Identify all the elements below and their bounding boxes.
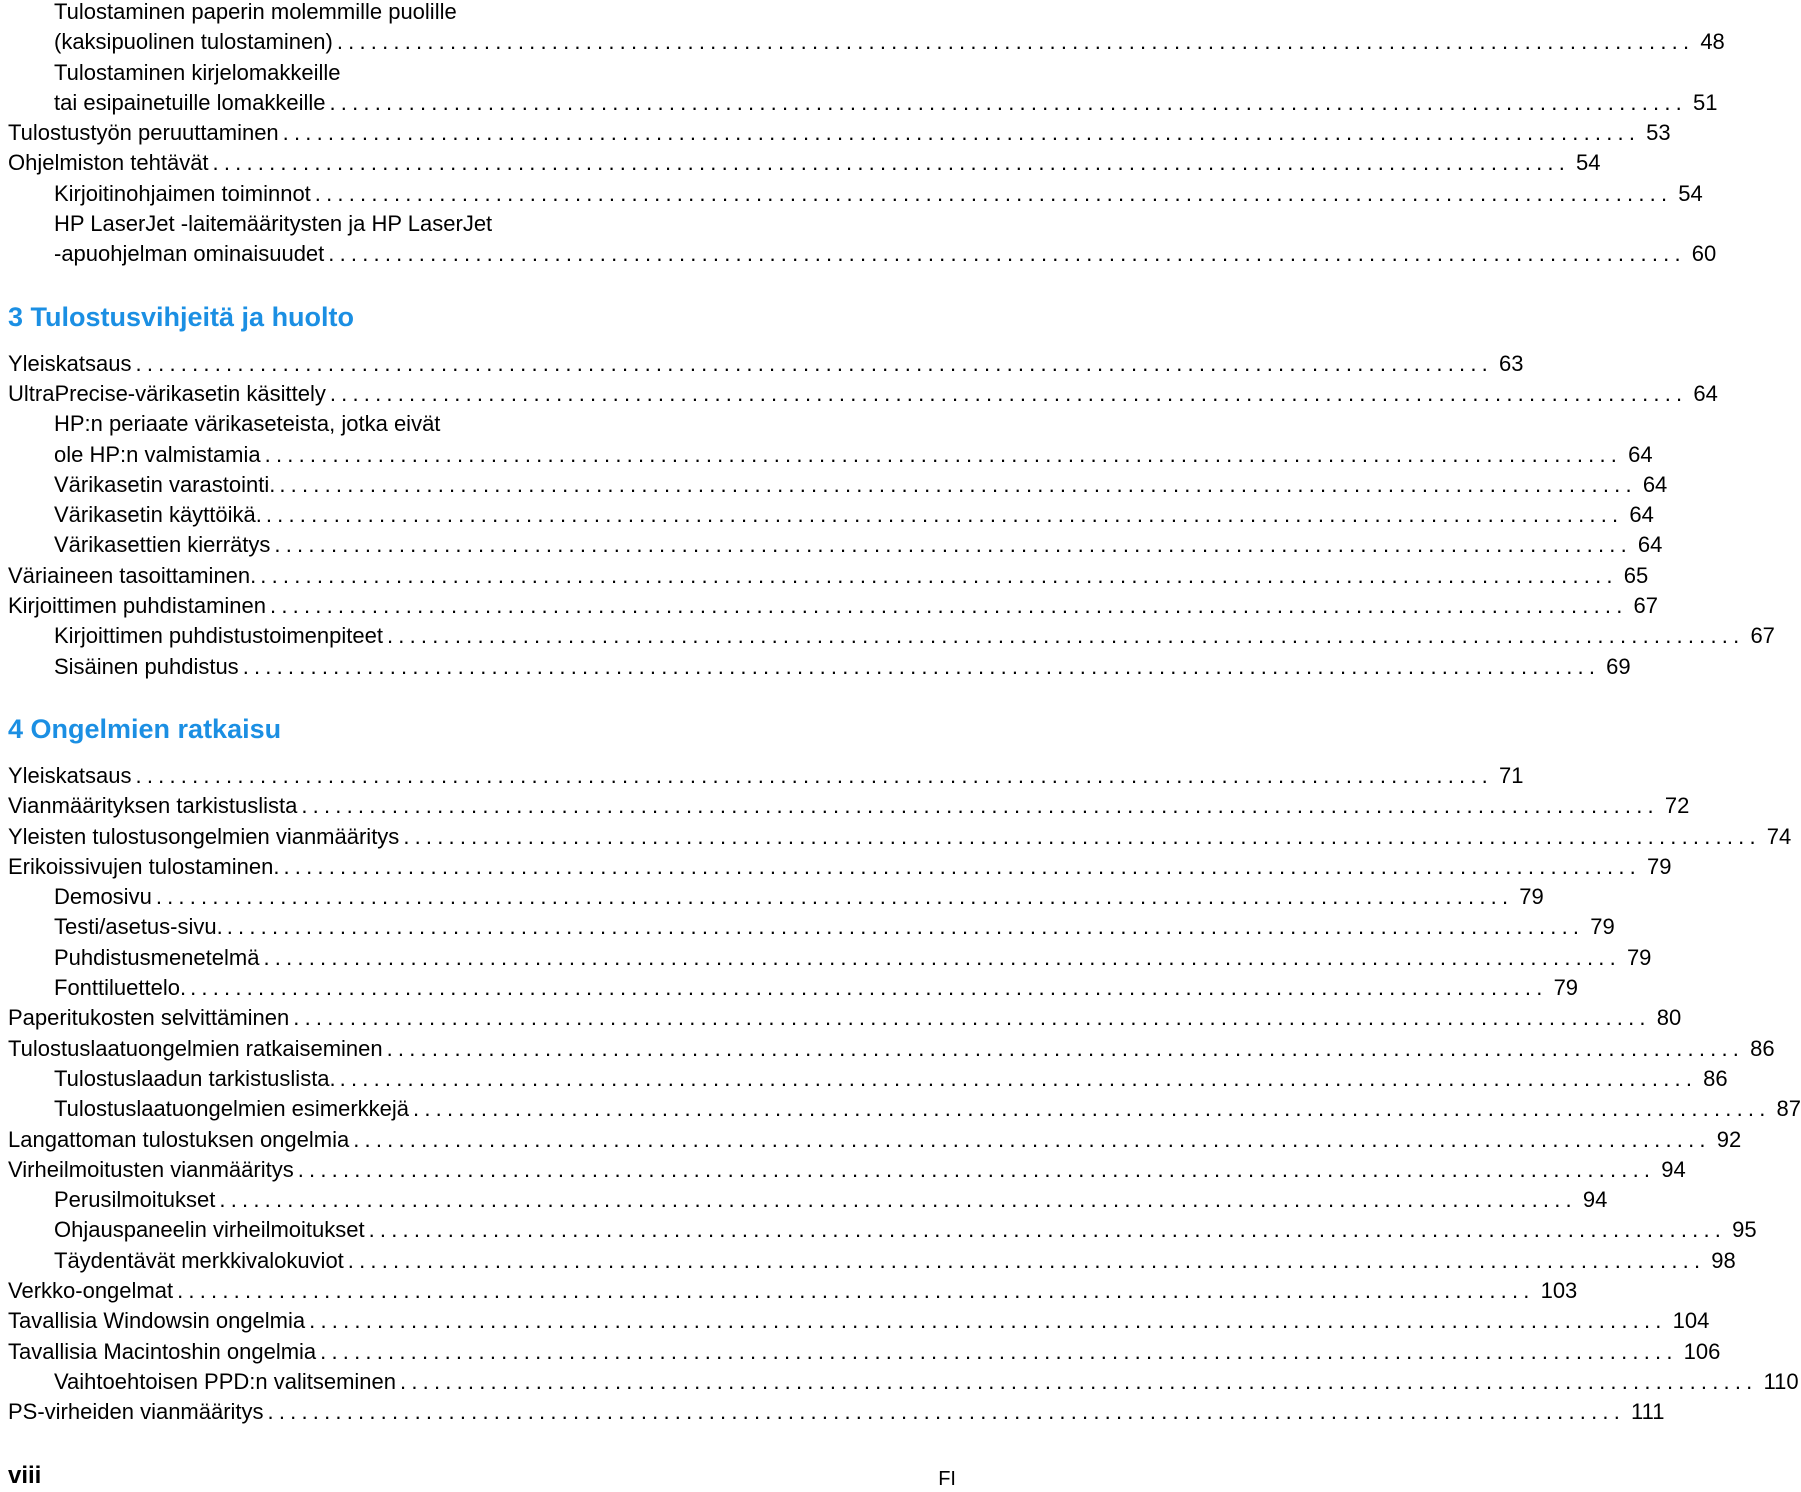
toc-entry-title: Yleiskatsaus bbox=[8, 762, 132, 788]
toc-page-number: 54 bbox=[1576, 150, 1601, 176]
toc-entry[interactable] bbox=[8, 882, 1544, 912]
toc-page-number: 79 bbox=[1646, 853, 1672, 879]
toc-entry-title: Tulostaminen kirjelomakkeille bbox=[54, 59, 341, 85]
toc-page-number: 64 bbox=[1693, 380, 1718, 406]
language-code: FI bbox=[938, 1468, 956, 1490]
dot-leader: ........................................................................................................................ bbox=[190, 975, 1548, 1001]
toc-entry-title: Tavallisia Macintoshin ongelmia bbox=[8, 1338, 317, 1364]
toc-entry[interactable] bbox=[8, 912, 1615, 942]
toc-page-number: 64 bbox=[1628, 441, 1653, 467]
chapter-heading[interactable]: 3 Tulostusvihjeitä ja huolto bbox=[8, 301, 355, 332]
toc-entry[interactable] bbox=[8, 791, 1690, 821]
toc-page-number: 71 bbox=[1499, 762, 1524, 788]
toc-page-number: 65 bbox=[1623, 562, 1649, 588]
toc-entry-title: Fonttiluettelo. bbox=[54, 975, 187, 1001]
dot-leader: ........................................................................................................................ bbox=[293, 1005, 1651, 1031]
toc-page-number: 95 bbox=[1732, 1217, 1757, 1243]
toc-entry[interactable] bbox=[8, 1003, 1682, 1033]
chapter-heading[interactable]: 4 Ongelmien ratkaisu bbox=[8, 713, 282, 744]
toc-entry-title: HP LaserJet -laitemääritysten ja HP LaserJet bbox=[54, 211, 493, 237]
dot-leader: ........................................................................................................................ bbox=[329, 89, 1687, 115]
dot-leader: ........................................................................................................................ bbox=[328, 241, 1686, 267]
toc-entry-title: Verkko-ongelmat bbox=[8, 1277, 174, 1303]
toc-entry[interactable] bbox=[8, 761, 1524, 791]
toc-entry-title: (kaksipuolinen tulostaminen) bbox=[54, 29, 333, 55]
toc-entry[interactable] bbox=[8, 118, 1671, 148]
dot-leader: ........................................................................................................................ bbox=[212, 150, 1571, 176]
dot-leader: ........................................................................................................................ bbox=[386, 1035, 1745, 1061]
dot-leader: ........................................................................................................................ bbox=[386, 623, 1745, 649]
toc-entry-title: Erikoissivujen tulostaminen. bbox=[8, 853, 280, 879]
dot-leader: ........................................................................................................................ bbox=[265, 502, 1624, 528]
toc-page-number: 53 bbox=[1646, 120, 1671, 146]
toc-page-number: 92 bbox=[1716, 1126, 1742, 1152]
toc-page-number: 67 bbox=[1750, 623, 1775, 649]
dot-leader: ........................................................................................................................ bbox=[283, 853, 1641, 879]
toc-entry-title: Täydentävät merkkivalokuviot bbox=[54, 1247, 344, 1273]
toc-page-number: 94 bbox=[1582, 1187, 1608, 1213]
toc-entry-title: Värikasettien kierrätys bbox=[54, 532, 271, 558]
toc-entry[interactable] bbox=[8, 561, 1649, 591]
toc-page-number: 74 bbox=[1766, 823, 1792, 849]
toc-page-number: 94 bbox=[1661, 1156, 1686, 1182]
toc-page-number: 79 bbox=[1519, 884, 1544, 910]
dot-leader: ........................................................................................................................ bbox=[270, 593, 1628, 619]
toc-entry[interactable] bbox=[8, 1276, 1578, 1306]
toc-entry[interactable] bbox=[8, 1185, 1608, 1215]
dot-leader: ........................................................................................................................ bbox=[314, 180, 1673, 206]
toc-entry[interactable] bbox=[8, 822, 1792, 852]
toc-entry[interactable] bbox=[8, 1367, 1799, 1397]
toc-entry-title: tai esipainetuille lomakkeille bbox=[54, 89, 326, 115]
dot-leader: ........................................................................................................................ bbox=[279, 471, 1637, 497]
toc-entry-title: Tavallisia Windowsin ongelmia bbox=[8, 1308, 306, 1334]
page-number: viii bbox=[8, 1462, 42, 1489]
toc-entry-title: ole HP:n valmistamia bbox=[54, 441, 261, 467]
toc-entry[interactable] bbox=[8, 349, 1524, 379]
dot-leader: ........................................................................................................................ bbox=[413, 1096, 1771, 1122]
toc-entry-title: Langattoman tulostuksen ongelmia bbox=[8, 1126, 350, 1152]
toc-entry[interactable] bbox=[8, 1155, 1686, 1185]
dot-leader: ........................................................................................................................ bbox=[368, 1217, 1727, 1243]
toc-entry[interactable] bbox=[8, 943, 1652, 973]
toc-entry-title: Vaihtoehtoisen PPD:n valitseminen bbox=[54, 1368, 397, 1394]
dot-leader: ........................................................................................................................ bbox=[177, 1277, 1535, 1303]
toc-entry-title: Tulostuslaadun tarkistuslista. bbox=[54, 1065, 336, 1091]
toc-entry[interactable] bbox=[8, 58, 782, 88]
toc-entry-title: Kirjoittimen puhdistustoimenpiteet bbox=[54, 623, 383, 649]
toc-entry-title: Perusilmoitukset bbox=[54, 1187, 216, 1213]
toc-entry[interactable] bbox=[8, 379, 1718, 409]
toc-page-number: 103 bbox=[1540, 1277, 1578, 1303]
toc-entry[interactable] bbox=[8, 1337, 1721, 1367]
toc-entry-title: Puhdistusmenetelmä bbox=[54, 944, 260, 970]
toc-entry[interactable] bbox=[8, 591, 1658, 621]
toc-entry[interactable] bbox=[8, 470, 1668, 500]
toc-entry[interactable] bbox=[8, 1125, 1742, 1155]
toc-entry[interactable] bbox=[8, 88, 1718, 118]
toc-entry[interactable] bbox=[8, 409, 782, 439]
toc-page-number: 72 bbox=[1664, 793, 1690, 819]
dot-leader: ........................................................................................................................ bbox=[339, 1065, 1698, 1091]
toc-entry[interactable] bbox=[8, 1064, 1728, 1094]
toc-entry[interactable] bbox=[8, 1034, 1775, 1064]
toc-page-number: 67 bbox=[1633, 593, 1658, 619]
toc-page-number: 80 bbox=[1656, 1005, 1682, 1031]
toc-page-number: 86 bbox=[1750, 1035, 1775, 1061]
toc-entry[interactable] bbox=[8, 652, 1631, 682]
dot-leader: ........................................................................................................................ bbox=[336, 29, 1695, 55]
spacer bbox=[8, 744, 782, 761]
toc-entry-title: Kirjoitinohjaimen toiminnot bbox=[54, 180, 311, 206]
table-of-contents bbox=[8, 0, 1801, 1427]
dot-leader: ........................................................................................................................ bbox=[274, 532, 1632, 558]
dot-leader: ........................................................................................................................ bbox=[301, 793, 1659, 819]
toc-entry-title: Väriaineen tasoittaminen. bbox=[8, 562, 257, 588]
dot-leader: ........................................................................................................................ bbox=[282, 120, 1641, 146]
toc-entry-title: Värikasetin käyttöikä. bbox=[54, 502, 262, 528]
toc-page-number: 69 bbox=[1606, 653, 1631, 679]
toc-entry[interactable] bbox=[8, 209, 782, 239]
toc-entry-title: Testi/asetus-sivu. bbox=[54, 914, 223, 940]
toc-entry[interactable] bbox=[8, 1306, 1710, 1336]
dot-leader: ........................................................................................................................ bbox=[309, 1308, 1667, 1334]
toc-entry-title: UltraPrecise-värikasetin käsittely bbox=[8, 380, 326, 406]
dot-leader: ........................................................................................................................ bbox=[400, 1368, 1758, 1394]
toc-page-number: 64 bbox=[1637, 532, 1663, 558]
toc-entry-title: -apuohjelman ominaisuudet bbox=[54, 241, 325, 267]
dot-leader: ........................................................................................................................ bbox=[264, 441, 1623, 467]
dot-leader: ........................................................................................................................ bbox=[263, 944, 1621, 970]
toc-page-number: 111 bbox=[1631, 1399, 1665, 1425]
toc-entry[interactable] bbox=[8, 0, 782, 27]
toc-entry[interactable] bbox=[8, 1397, 1665, 1427]
toc-page-number: 63 bbox=[1499, 350, 1524, 376]
toc-entry-title: Tulostuslaatuongelmien ratkaiseminen bbox=[8, 1035, 383, 1061]
dot-leader: ........................................................................................................................ bbox=[347, 1247, 1706, 1273]
dot-leader: ........................................................................................................................ bbox=[219, 1187, 1577, 1213]
toc-entry-title: Tulostaminen paperin molemmille puolille bbox=[54, 0, 457, 24]
toc-page-number: 79 bbox=[1626, 944, 1652, 970]
toc-entry[interactable] bbox=[8, 440, 1653, 470]
toc-entry[interactable] bbox=[8, 1215, 1757, 1245]
dot-leader: ........................................................................................................................ bbox=[226, 914, 1585, 940]
toc-entry-title: HP:n periaate värikaseteista, jotka eivät bbox=[54, 411, 441, 437]
toc-page-number: 98 bbox=[1711, 1247, 1736, 1273]
toc-page-number: 104 bbox=[1672, 1308, 1710, 1334]
toc-page-number: 110 bbox=[1763, 1368, 1799, 1394]
toc-entry[interactable] bbox=[8, 148, 1601, 178]
toc-entry[interactable] bbox=[8, 239, 1717, 269]
toc-page-number: 79 bbox=[1553, 975, 1579, 1001]
toc-page-number: 51 bbox=[1692, 89, 1718, 115]
spacer bbox=[8, 270, 782, 302]
toc-page-number: 48 bbox=[1700, 29, 1725, 55]
toc-entry[interactable] bbox=[8, 530, 1663, 560]
toc-page-number: 54 bbox=[1678, 180, 1703, 206]
dot-leader: ........................................................................................................................ bbox=[155, 884, 1514, 910]
toc-entry-title: Kirjoittimen puhdistaminen bbox=[8, 593, 267, 619]
toc-entry[interactable] bbox=[8, 1094, 1801, 1124]
toc-page-number: 64 bbox=[1642, 471, 1668, 497]
toc-entry-title: Ohjauspaneelin virheilmoitukset bbox=[54, 1217, 365, 1243]
toc-entry-title: Ohjelmiston tehtävät bbox=[8, 150, 209, 176]
dot-leader: ........................................................................................................................ bbox=[135, 762, 1493, 788]
spacer bbox=[8, 682, 782, 714]
toc-entry-title: Tulostuslaatuongelmien esimerkkejä bbox=[54, 1096, 410, 1122]
toc-page-number: 64 bbox=[1629, 502, 1654, 528]
spacer bbox=[8, 332, 782, 349]
toc-entry-title: Demosivu bbox=[54, 884, 152, 910]
toc-entry-title: Yleiskatsaus bbox=[8, 350, 132, 376]
toc-entry[interactable] bbox=[8, 179, 1703, 209]
dot-leader: ........................................................................................................................ bbox=[267, 1399, 1626, 1425]
dot-leader: ........................................................................................................................ bbox=[329, 380, 1688, 406]
dot-leader: ........................................................................................................................ bbox=[242, 653, 1601, 679]
dot-leader: ........................................................................................................................ bbox=[260, 562, 1618, 588]
toc-page-number: 87 bbox=[1776, 1096, 1801, 1122]
toc-page-number: 60 bbox=[1691, 241, 1717, 267]
toc-entry-title: Paperitukosten selvittäminen bbox=[8, 1005, 290, 1031]
toc-page-number: 106 bbox=[1683, 1338, 1721, 1364]
dot-leader: ........................................................................................................................ bbox=[353, 1126, 1711, 1152]
toc-page-number: 86 bbox=[1703, 1065, 1728, 1091]
toc-entry-title: PS-virheiden vianmääritys bbox=[8, 1399, 264, 1425]
toc-entry[interactable] bbox=[8, 621, 1775, 651]
toc-entry-title: Sisäinen puhdistus bbox=[54, 653, 239, 679]
toc-entry-title: Virheilmoitusten vianmääritys bbox=[8, 1156, 294, 1182]
dot-leader: ........................................................................................................................ bbox=[320, 1338, 1678, 1364]
toc-entry[interactable] bbox=[8, 1246, 1736, 1276]
toc-entry[interactable] bbox=[8, 500, 1654, 530]
toc-entry[interactable] bbox=[8, 27, 1725, 57]
toc-entry-title: Yleisten tulostusongelmien vianmääritys bbox=[8, 823, 400, 849]
toc-page-number: 79 bbox=[1590, 914, 1615, 940]
dot-leader: ........................................................................................................................ bbox=[297, 1156, 1656, 1182]
toc-entry-title: Vianmäärityksen tarkistuslista bbox=[8, 793, 298, 819]
toc-entry-title: Tulostustyön peruuttaminen bbox=[8, 120, 279, 146]
toc-entry[interactable] bbox=[8, 852, 1672, 882]
toc-entry-title: Värikasetin varastointi. bbox=[54, 471, 276, 497]
dot-leader: ........................................................................................................................ bbox=[135, 350, 1493, 376]
dot-leader: ........................................................................................................................ bbox=[403, 823, 1761, 849]
toc-entry[interactable] bbox=[8, 973, 1579, 1003]
